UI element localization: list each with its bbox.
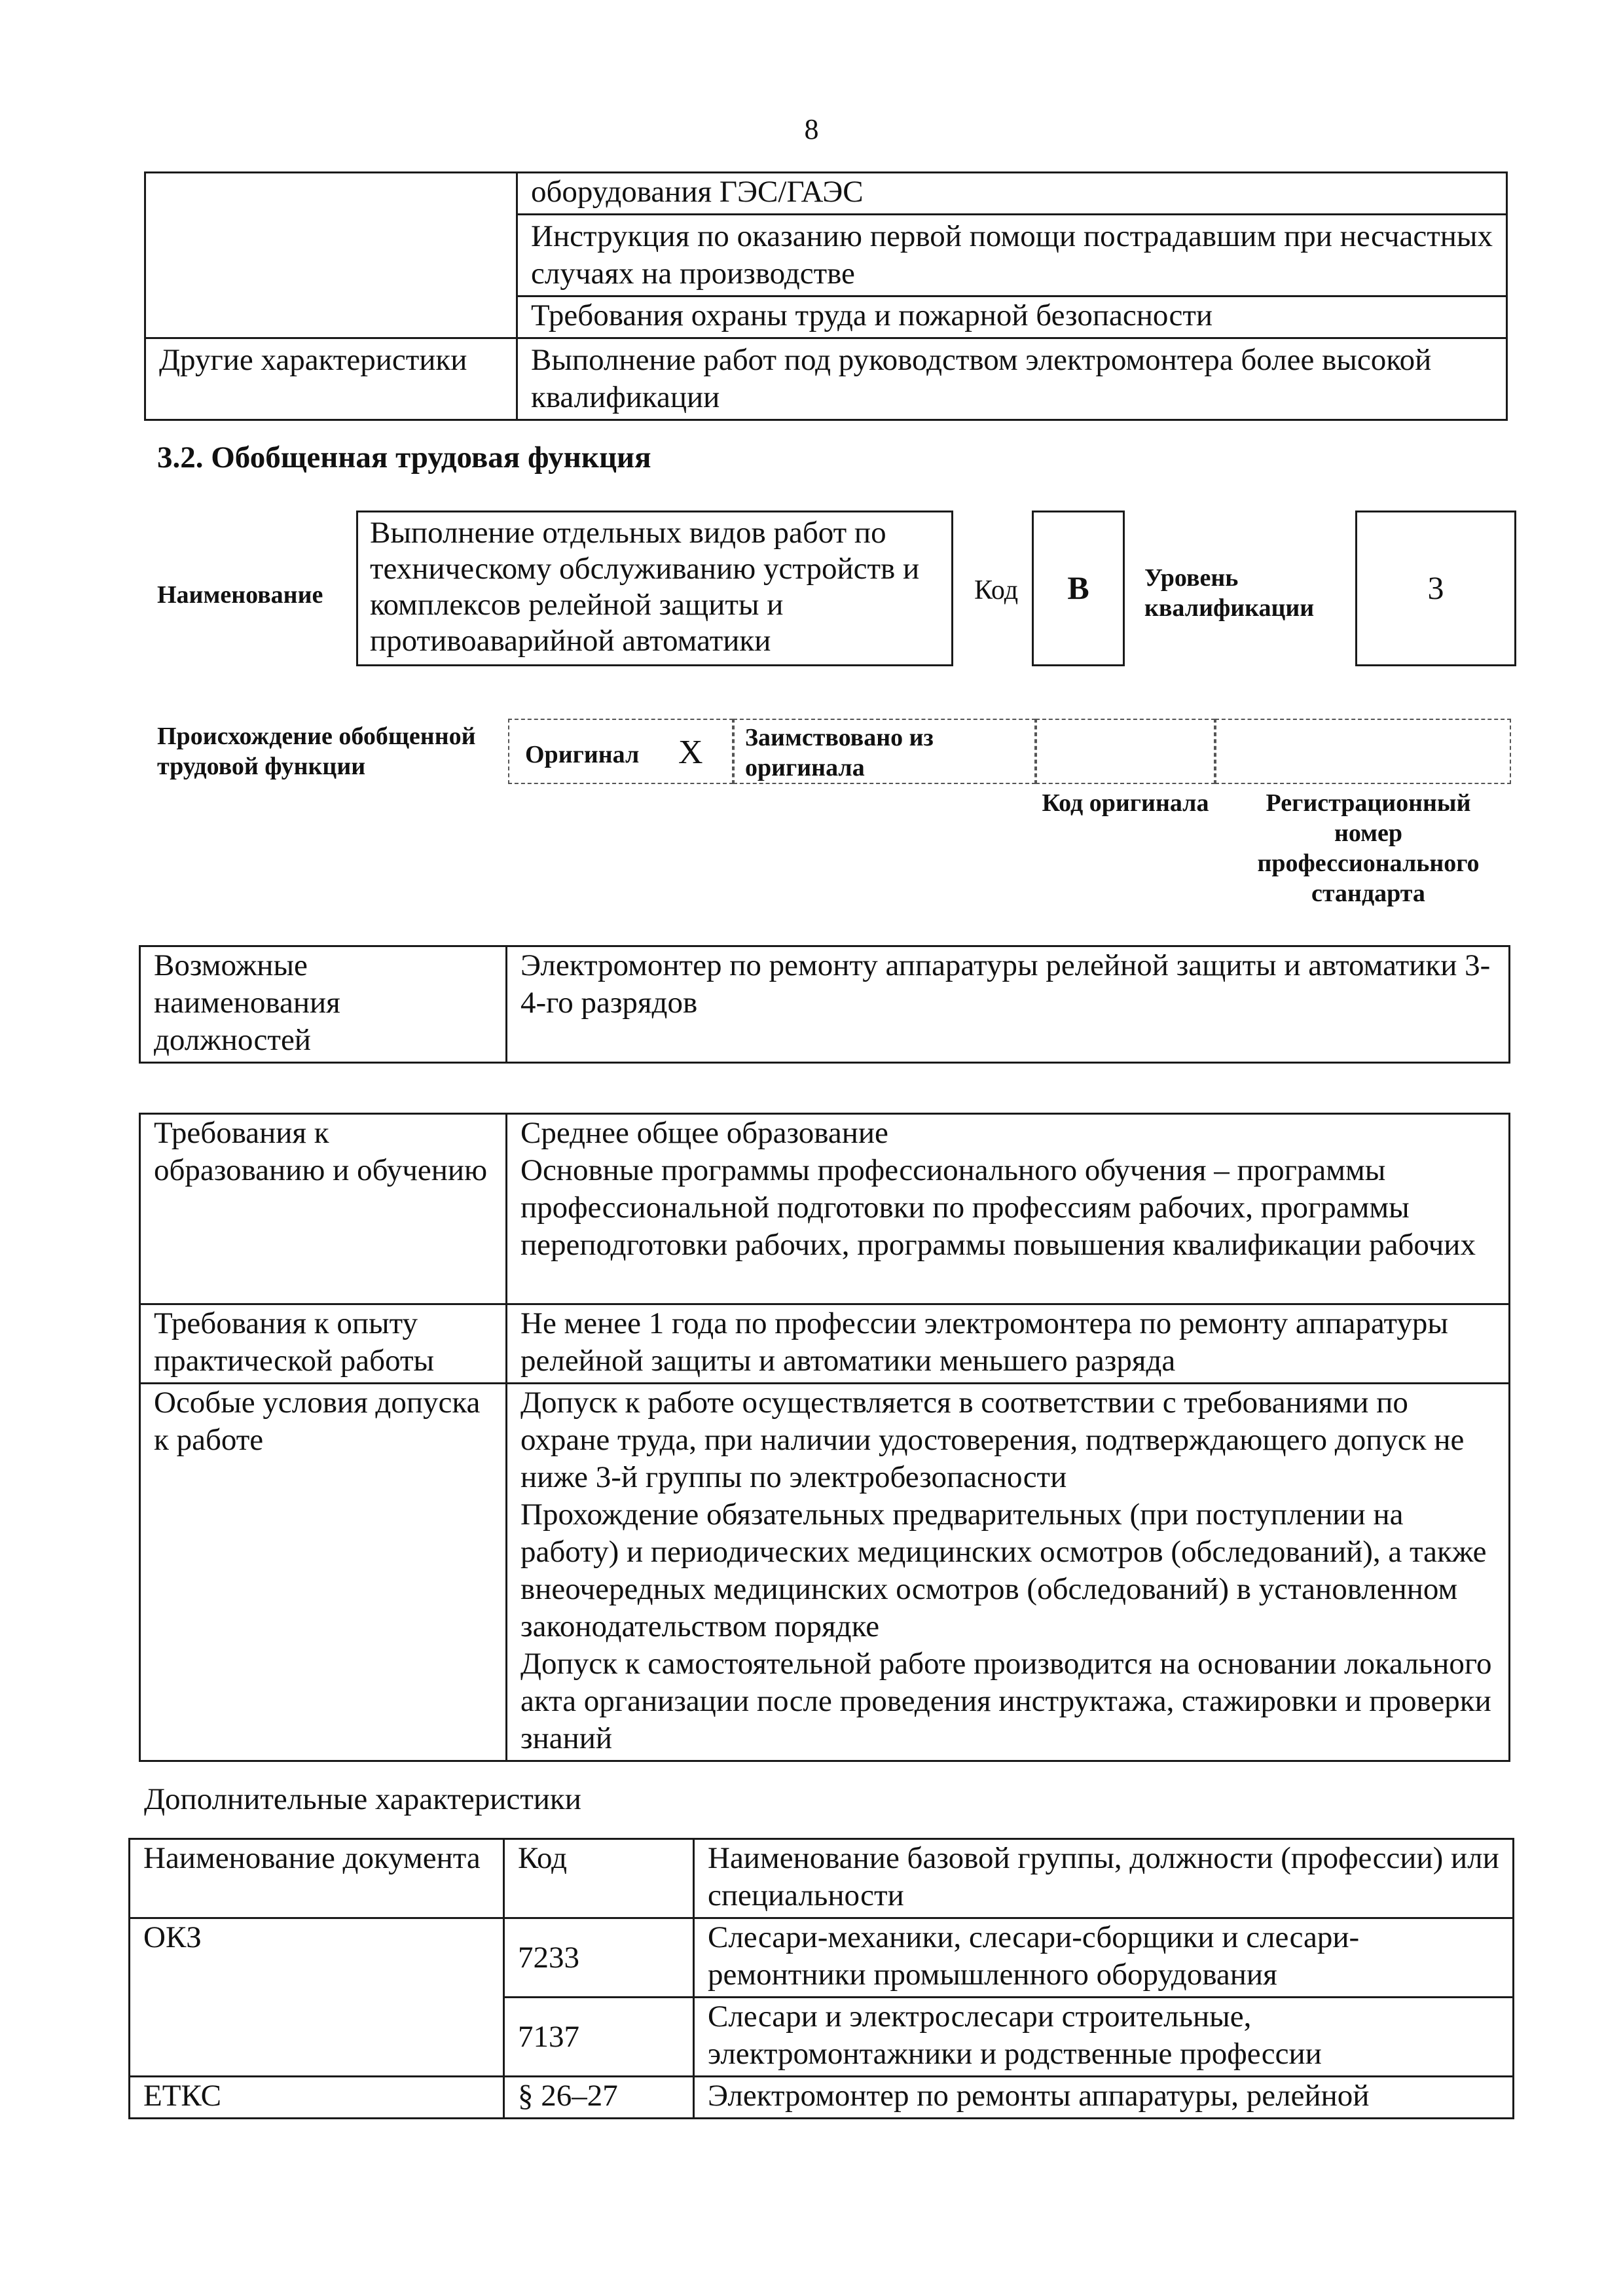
additional-title: Дополнительные характеристики bbox=[144, 1782, 581, 1816]
other-characteristics-label: Другие характеристики bbox=[145, 338, 517, 420]
education-value bbox=[507, 1114, 1510, 1304]
origin-reg-caption: Регистрационный номер профессионального стандарта bbox=[1257, 789, 1480, 907]
top-characteristics-table bbox=[144, 171, 1508, 421]
function-name: Выполнение отдельных видов работ по техническому обслуживанию устройств и комплексов релейной защиты и противоаварийной автоматики bbox=[370, 516, 920, 658]
okz-name: Слесари и электрослесари строительные, электромонтажники и родственные профессии bbox=[694, 1998, 1514, 2077]
header-code: Код bbox=[504, 1839, 694, 1918]
origin-reg-cell bbox=[1215, 719, 1511, 784]
admission-line: Допуск к самостоятельной работе производится на основании локального акта организации после проведения инструктажа, стажировки и проверки знаний bbox=[520, 1647, 1492, 1755]
header-document: Наименование документа bbox=[130, 1839, 504, 1918]
name-label: Наименование bbox=[157, 581, 323, 609]
experience-label: Требования к опыту практической работы bbox=[140, 1304, 507, 1384]
level-label: Уровень квалификации bbox=[1144, 564, 1315, 622]
code-box bbox=[1032, 511, 1125, 666]
requirements-table bbox=[139, 1113, 1510, 1762]
admission-line: Прохождение обязательных предварительных (при поступлении на работу) и периодических медицинских осмотров (обследований), а также внеочередных медицинских осмотров (обследований) в установленном законодательством порядке bbox=[520, 1498, 1487, 1643]
etks-name: Электромонтер по ремонты аппаратуры, релейной bbox=[694, 2077, 1514, 2119]
origin-code-caption: Код оригинала bbox=[1042, 789, 1209, 817]
table-row: Инструкция по оказанию первой помощи пострадавшим при несчастных случаях на производстве bbox=[517, 215, 1507, 296]
positions-value: Электромонтер по ремонту аппаратуры релейной защиты и автоматики 3-4-го разрядов bbox=[507, 946, 1510, 1063]
origin-label: Происхождение обобщенной трудовой функции bbox=[157, 723, 476, 780]
experience-value: Не менее 1 года по профессии электромонтера по ремонту аппаратуры релейной защиты и автоматики меньшего разряда bbox=[507, 1304, 1510, 1384]
other-characteristics-value: Выполнение работ под руководством электромонтера более высокой квалификации bbox=[517, 338, 1507, 420]
education-line: Среднее общее образование bbox=[520, 1116, 888, 1150]
origin-original-cell bbox=[508, 719, 733, 784]
admission-line: Допуск к работе осуществляется в соответствии с требованиями по охране труда, при наличии удостоверения, подтверждающего допуск не ниже 3-й группы по электробезопасности bbox=[520, 1386, 1465, 1494]
education-label: Требования к образованию и обучению bbox=[140, 1114, 507, 1304]
admission-value bbox=[507, 1384, 1510, 1761]
education-line: Основные программы профессионального обучения – программы профессиональной подготовки по профессиям рабочих, программы переподготовки рабочих, программы повышения квалификации рабочих bbox=[520, 1153, 1476, 1262]
code-label: Код bbox=[974, 575, 1019, 605]
okz-label: ОКЗ bbox=[130, 1918, 504, 2077]
original-label: Оригинал bbox=[525, 741, 640, 768]
positions-label: Возможные наименования должностей bbox=[140, 946, 507, 1063]
table-row: оборудования ГЭС/ГАЭС bbox=[517, 173, 1507, 215]
etks-code: § 26–27 bbox=[504, 2077, 694, 2119]
positions-table bbox=[139, 945, 1510, 1064]
additional-table bbox=[128, 1838, 1514, 2119]
section-heading: 3.2. Обобщенная трудовая функция bbox=[157, 440, 651, 475]
okz-code: 7137 bbox=[504, 1998, 694, 2077]
admission-label: Особые условия допуска к работе bbox=[140, 1384, 507, 1761]
code-value: B bbox=[1067, 569, 1089, 606]
okz-code: 7233 bbox=[504, 1918, 694, 1998]
function-name-box bbox=[356, 511, 953, 666]
level-box bbox=[1355, 511, 1516, 666]
etks-label: ЕТКС bbox=[130, 2077, 504, 2119]
okz-name: Слесари-механики, слесари-сборщики и слесари-ремонтники промышленного оборудования bbox=[694, 1918, 1514, 1998]
level-value: 3 bbox=[1427, 569, 1444, 606]
origin-borrowed-cell bbox=[733, 719, 1036, 784]
origin-code-cell bbox=[1036, 719, 1215, 784]
page-number: 8 bbox=[804, 113, 819, 145]
original-mark: X bbox=[678, 734, 703, 771]
table-row: Требования охраны труда и пожарной безопасности bbox=[517, 296, 1507, 338]
header-group-name: Наименование базовой группы, должности (профессии) или специальности bbox=[694, 1839, 1514, 1918]
borrowed-label: Заимствовано из оригинала bbox=[745, 724, 934, 781]
